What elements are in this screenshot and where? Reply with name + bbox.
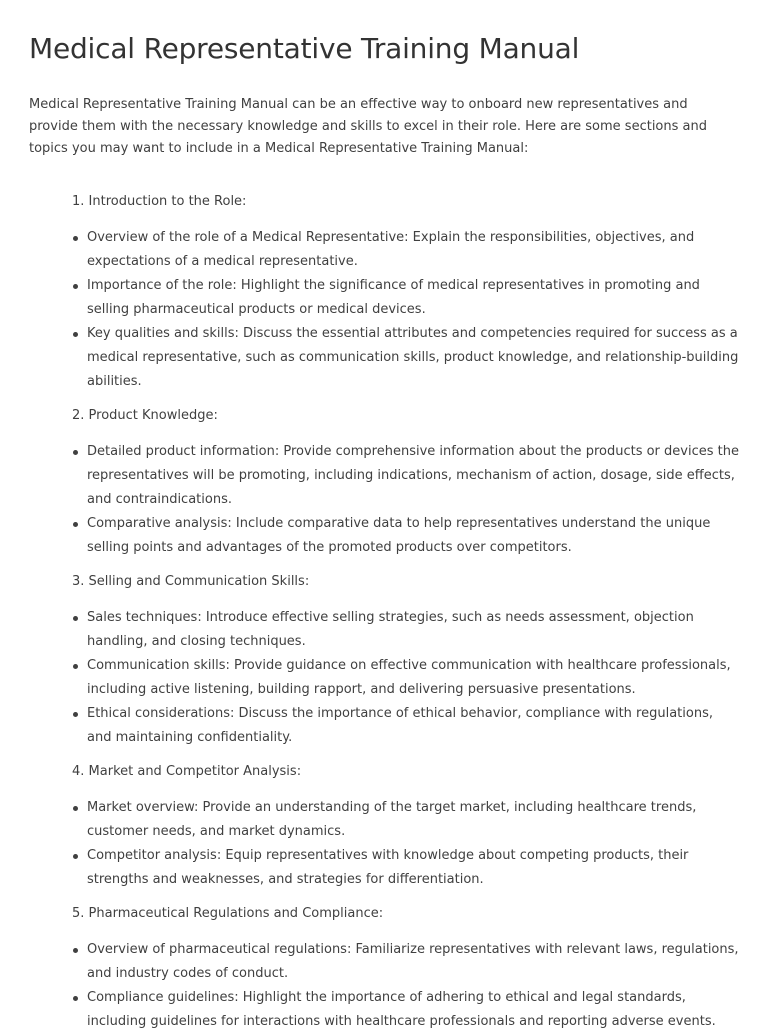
- bullet-dot-icon: [73, 948, 78, 953]
- bullet-text: Market overview: Provide an understanding of the target market, including healthcare trends, customer needs, and market dynamics.: [87, 800, 697, 839]
- section-item: [72, 570, 740, 750]
- bullet-text: Importance of the role: Highlight the significance of medical representatives in promoting and selling pharmaceutical products or medical devices.: [87, 278, 700, 317]
- bullet-text: Overview of pharmaceutical regulations: Familiarize representatives with relevant laws, regulations, and industry codes of conduct.: [87, 942, 739, 981]
- bullet-list: [72, 226, 740, 394]
- bullet-text: Competitor analysis: Equip representatives with knowledge about competing products, their strengths and weaknesses, and strategies for differentiation.: [87, 848, 689, 887]
- bullet-item: [87, 654, 740, 702]
- bullet-item: [87, 702, 740, 750]
- bullet-item: [87, 322, 740, 394]
- page-title: Medical Representative Training Manual: [29, 32, 580, 65]
- bullet-text: Detailed product information: Provide comprehensive information about the products or devices the representatives will be promoting, including indications, mechanism of action, dosage, side effects, and contraindications.: [87, 444, 739, 507]
- bullet-item: [87, 274, 740, 322]
- bullet-item: [87, 938, 740, 986]
- section-title: 5. Pharmaceutical Regulations and Compliance:: [72, 906, 384, 921]
- bullet-list: [72, 938, 740, 1034]
- section-title: 1. Introduction to the Role:: [72, 194, 247, 209]
- bullet-item: [87, 512, 740, 560]
- bullet-dot-icon: [73, 854, 78, 859]
- bullet-text: Compliance guidelines: Highlight the importance of adhering to ethical and legal standards, including guidelines for interactions with healthcare professionals and reporting adverse events.: [87, 990, 716, 1029]
- bullet-dot-icon: [73, 522, 78, 527]
- bullet-text: Comparative analysis: Include comparative data to help representatives understand the unique selling points and advantages of the promoted products over competitors.: [87, 516, 711, 555]
- bullet-text: Communication skills: Provide guidance on effective communication with healthcare professionals, including active listening, building rapport, and delivering persuasive presentations.: [87, 658, 731, 697]
- bullet-dot-icon: [73, 996, 78, 1001]
- bullet-list: [72, 606, 740, 750]
- sections-list: [29, 190, 740, 1034]
- bullet-dot-icon: [73, 332, 78, 337]
- bullet-dot-icon: [73, 450, 78, 455]
- bullet-dot-icon: [73, 712, 78, 717]
- bullet-text: Key qualities and skills: Discuss the essential attributes and competencies required for success as a medical representative, such as communication skills, product knowledge, and relationship-building abilities.: [87, 326, 739, 389]
- section-title: 2. Product Knowledge:: [72, 408, 218, 423]
- bullet-text: Sales techniques: Introduce effective selling strategies, such as needs assessment, objection handling, and closing techniques.: [87, 610, 694, 649]
- bullet-item: [87, 796, 740, 844]
- bullet-item: [87, 986, 740, 1034]
- bullet-list: [72, 440, 740, 560]
- section-item: [72, 902, 740, 1034]
- bullet-item: [87, 844, 740, 892]
- bullet-text: Ethical considerations: Discuss the importance of ethical behavior, compliance with regulations, and maintaining confidentiality.: [87, 706, 713, 745]
- section-title: 3. Selling and Communication Skills:: [72, 574, 310, 589]
- bullet-item: [87, 226, 740, 274]
- bullet-item: [87, 606, 740, 654]
- bullet-dot-icon: [73, 616, 78, 621]
- section-item: [72, 760, 740, 892]
- section-item: [72, 190, 740, 394]
- bullet-list: [72, 796, 740, 892]
- bullet-item: [87, 440, 740, 512]
- bullet-text: Overview of the role of a Medical Representative: Explain the responsibilities, objectives, and expectations of a medical representative.: [87, 230, 695, 269]
- section-title: 4. Market and Competitor Analysis:: [72, 764, 302, 779]
- bullet-dot-icon: [73, 236, 78, 241]
- bullet-dot-icon: [73, 664, 78, 669]
- section-item: [72, 404, 740, 560]
- intro-paragraph: Medical Representative Training Manual can be an effective way to onboard new representatives and provide them with the necessary knowledge and skills to excel in their role. Here are some sections and topics you may want to include in a Medical Representative Training Manual:: [29, 97, 707, 156]
- bullet-dot-icon: [73, 284, 78, 289]
- bullet-dot-icon: [73, 806, 78, 811]
